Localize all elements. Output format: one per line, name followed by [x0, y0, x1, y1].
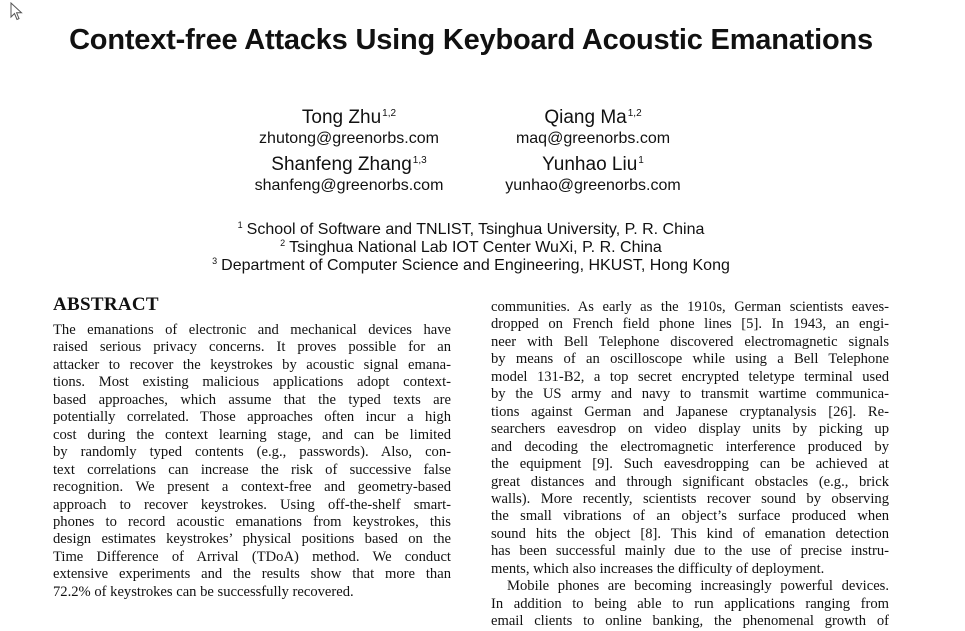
text-line: cost during the context learning stage, and can be limited	[53, 426, 451, 443]
text-line: by randomly typed contents (e.g., passwords). Also, con-	[53, 444, 451, 461]
affiliation: $^3$ Department of Computer Science and Engineering, HKUST, Hong Kong	[212, 256, 730, 274]
text-line: tions against German and Japanese cryptanalysis [26]. Re-	[491, 403, 889, 420]
author-block	[443, 103, 743, 149]
text-line: attacker to recover the keystrokes by acoustic signal emana-	[53, 356, 451, 373]
abstract-body	[53, 322, 451, 601]
text-line: has been successful mainly due to the use of precise instru-	[491, 543, 889, 560]
text-line: by the US army and navy to transmit wartime communica-	[491, 386, 889, 403]
body-text-column	[491, 299, 889, 631]
text-line: design estimates keystrokes’ physical positions based on the	[53, 531, 451, 548]
text-line: In addition to being able to run applications ranging from	[491, 595, 889, 612]
text-line: based approaches, which assume that the typed texts are	[53, 391, 451, 408]
author-email: zhutong@greenorbs.com	[259, 130, 439, 147]
author-email: maq@greenorbs.com	[515, 130, 671, 147]
abstract-heading: ABSTRACT	[53, 294, 159, 315]
text-line: 72.2% of keystrokes can be successfully recovered.	[53, 583, 354, 600]
author-name: Yunhao Liu$^1$	[542, 154, 644, 175]
text-line: tions. Most existing malicious applications adopt context-	[53, 374, 451, 391]
paper-title: Context-free Attacks Using Keyboard Acoustic Emanations	[69, 24, 873, 56]
text-line: and decoding the electromagnetic interference produced by	[491, 438, 889, 455]
affiliation: $^2$ Tsinghua National Lab IOT Center WuXi, P. R. China	[280, 238, 662, 256]
text-line: communities. As early as the 1910s, German scientists eaves-	[491, 299, 889, 315]
text-line: extensive experiments and the results show that more than	[53, 566, 451, 583]
affiliation: $^1$ School of Software and TNLIST, Tsinghua University, P. R. China	[237, 220, 705, 238]
text-line: dropped on French field phone lines [5]. In 1943, an engi-	[491, 316, 889, 333]
text-line: phones to record acoustic emanations from keystrokes, this	[53, 513, 451, 530]
text-line: searchers eavesdrop on video display units by picking up	[491, 421, 889, 438]
text-line: model 131-B2, a top secret encrypted teletype terminal used	[491, 368, 889, 385]
author-email: shanfeng@greenorbs.com	[254, 177, 444, 194]
text-line: walls). More recently, scientists recover sound by observing	[491, 490, 889, 507]
text-line: raised serious privacy concerns. It proves possible for an	[53, 339, 451, 356]
author-name: Qiang Ma$^{1,2}$	[544, 107, 642, 128]
text-line: potentially correlated. Those approaches often incur a high	[53, 409, 451, 426]
text-line: ments, which also increases the difficulty of deployment.	[491, 560, 825, 577]
text-line: Time Difference of Arrival (TDoA) method. We conduct	[53, 548, 451, 565]
author-name: Tong Zhu$^{1,2}$	[301, 107, 397, 128]
text-line: the equipment [9]. Such eavesdropping can be achieved at	[491, 456, 889, 473]
mouse-cursor-icon	[10, 2, 24, 22]
author-email: yunhao@greenorbs.com	[505, 177, 681, 194]
text-line: by means of an oscilloscope while using a Bell Telephone	[491, 351, 889, 368]
text-line: recognition. We present a context-free and geometry-based	[53, 479, 451, 496]
author-block	[443, 150, 743, 196]
text-line: sound hits the object [8]. This kind of emanation detection	[491, 525, 889, 542]
author-name: Shanfeng Zhang$^{1,3}$	[271, 154, 427, 175]
text-line: approach to recover keystrokes. Using off-the-shelf smart-	[53, 496, 451, 513]
text-line: Mobile phones are becoming increasingly powerful devices.	[507, 578, 889, 595]
text-line: text correlations can increase the risk of successive false	[53, 461, 451, 478]
text-line: email clients to online banking, the phenomenal growth of	[491, 613, 889, 630]
text-line: The emanations of electronic and mechanical devices have	[53, 322, 451, 338]
text-line: neer with Bell Telephone discovered electromagnetic signals	[491, 333, 889, 350]
text-line: great distances and through significant obstacles (e.g., brick	[491, 473, 889, 490]
text-line: the small vibrations of an object’s surface produced when	[491, 508, 889, 525]
